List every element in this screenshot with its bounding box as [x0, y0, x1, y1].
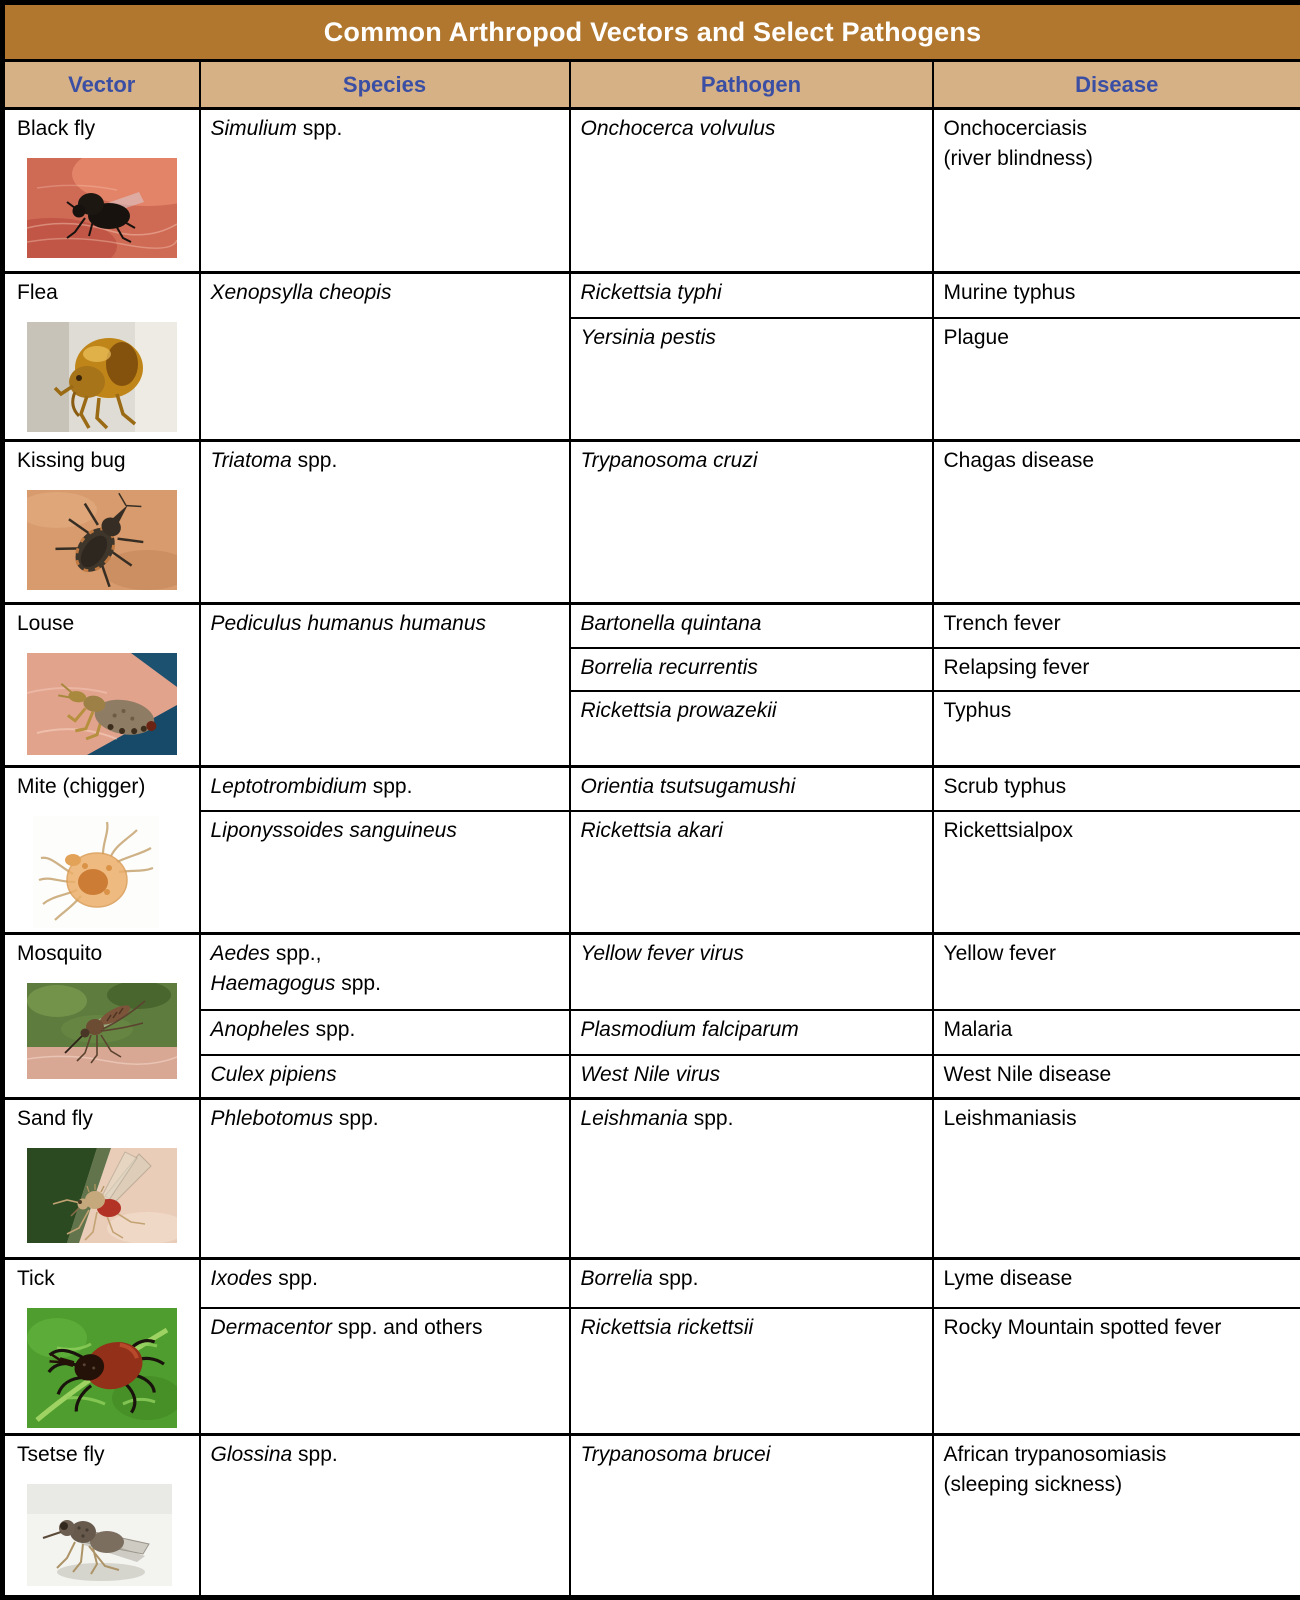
pathogen-name: Orientia tsutsugamushi [580, 774, 796, 798]
disease-name: West Nile disease [943, 1062, 1112, 1086]
pathogen-suffix: spp. [687, 1107, 734, 1131]
disease-cell [933, 766, 1300, 811]
species-cell [200, 766, 570, 811]
disease-cell [933, 1010, 1300, 1055]
vector-cell-louse [3, 603, 200, 766]
species-suffix: spp. [309, 1017, 356, 1041]
disease-name: Relapsing fever [943, 656, 1090, 680]
species-name: Liponyssoides sanguineus [210, 819, 457, 843]
vector-label: Flea [17, 281, 58, 305]
sand-fly-photo [27, 1148, 177, 1243]
species-genus: Phlebotomus [210, 1107, 334, 1131]
pathogen-name: Rickettsia prowazekii [580, 699, 777, 723]
species-name: Xenopsylla cheopis [210, 281, 392, 305]
disease-cell [933, 109, 1300, 273]
species-genus: Triatoma [210, 448, 292, 472]
pathogen-cell [570, 1434, 933, 1597]
disease-name: Typhus [943, 699, 1012, 723]
pathogen-cell [570, 603, 933, 648]
disease-cell [933, 1434, 1300, 1597]
disease-cell [933, 440, 1300, 603]
pathogen-name: Borrelia recurrentis [580, 656, 758, 680]
pathogen-cell [570, 691, 933, 766]
disease-cell [933, 934, 1300, 1010]
disease-name-line2: (sleeping sickness) [943, 1472, 1123, 1496]
black-fly-photo [27, 158, 177, 258]
pathogen-cell [570, 109, 933, 273]
disease-name: Scrub typhus [943, 774, 1067, 798]
disease-cell [933, 691, 1300, 766]
species-cell [200, 603, 570, 766]
vector-cell-kissing-bug [3, 440, 200, 603]
vector-label: Tsetse fly [17, 1442, 105, 1466]
col-header-disease: Disease [933, 61, 1300, 109]
species-cell [200, 1308, 570, 1434]
species-genus: Glossina [210, 1442, 293, 1466]
pathogen-cell [570, 1259, 933, 1308]
pathogen-name: West Nile virus [580, 1062, 721, 1086]
disease-cell [933, 1099, 1300, 1259]
species-cell [200, 1055, 570, 1099]
species-cell [200, 934, 570, 1010]
disease-name-line2: (river blindness) [943, 147, 1093, 171]
pathogen-cell [570, 648, 933, 691]
disease-cell [933, 1308, 1300, 1434]
disease-name: Rocky Mountain spotted fever [943, 1316, 1222, 1340]
vector-cell-black-fly [3, 109, 200, 273]
mosquito-photo [27, 983, 177, 1079]
species-cell [200, 1099, 570, 1259]
species-name: Culex pipiens [210, 1062, 337, 1086]
species-suffix: spp. [291, 448, 338, 472]
disease-name: Yellow fever [943, 942, 1056, 966]
species-suffix: spp. [272, 1267, 318, 1291]
disease-name: Onchocerciasis [943, 117, 1088, 141]
pathogen-name: Bartonella quintana [580, 611, 762, 635]
pathogen-name: Yersinia pestis [580, 325, 716, 349]
pathogen-name: Trypanosoma cruzi [580, 448, 758, 472]
pathogen-cell [570, 318, 933, 440]
pathogen-cell [570, 1099, 933, 1259]
col-header-species: Species [200, 61, 570, 109]
vector-label: Mite (chigger) [17, 774, 146, 798]
species-cell [200, 1010, 570, 1055]
species-genus: Leptotrombidium [210, 774, 367, 798]
vector-cell-sand-fly [3, 1099, 200, 1259]
louse-photo [27, 653, 177, 755]
pathogen-cell [570, 1010, 933, 1055]
disease-name: Trench fever [943, 611, 1061, 635]
disease-name: Rickettsialpox [943, 819, 1074, 843]
species-genus: Anopheles [210, 1017, 310, 1041]
species-cell [200, 440, 570, 603]
vector-cell-tick [3, 1259, 200, 1434]
vector-label: Mosquito [17, 942, 103, 966]
disease-cell [933, 1259, 1300, 1308]
species-cell [200, 109, 570, 273]
species-genus-2: Haemagogus [210, 972, 336, 996]
species-name: Pediculus humanus humanus [210, 611, 487, 635]
disease-cell [933, 273, 1300, 318]
pathogen-name: Trypanosoma brucei [580, 1442, 771, 1466]
disease-name: Chagas disease [943, 448, 1095, 472]
kissing-bug-photo [27, 490, 177, 590]
vector-label: Sand fly [17, 1107, 93, 1131]
pathogen-cell [570, 273, 933, 318]
pathogen-name: Rickettsia akari [580, 819, 723, 843]
species-cell [200, 1259, 570, 1308]
species-genus: Dermacentor [210, 1316, 332, 1340]
vector-cell-tsetse-fly [3, 1434, 200, 1597]
disease-cell [933, 1055, 1300, 1099]
disease-name: African trypanosomiasis [943, 1442, 1167, 1466]
species-cell [200, 273, 570, 440]
vector-label: Kissing bug [17, 448, 126, 472]
species-suffix: spp. [296, 117, 343, 141]
disease-cell [933, 603, 1300, 648]
species-suffix: spp. [333, 1107, 379, 1131]
pathogen-cell [570, 1055, 933, 1099]
disease-cell [933, 648, 1300, 691]
disease-name: Malaria [943, 1017, 1013, 1041]
vector-label: Black fly [17, 117, 96, 141]
species-suffix: spp. and others [331, 1316, 483, 1340]
species-genus: Aedes [210, 942, 271, 966]
disease-name: Murine typhus [943, 281, 1076, 305]
pathogen-name: Rickettsia rickettsii [580, 1316, 754, 1340]
vector-label: Louse [17, 611, 75, 635]
pathogen-name: Plasmodium falciparum [580, 1017, 799, 1041]
pathogen-name: Borrelia [580, 1267, 653, 1291]
table-title: Common Arthropod Vectors and Select Pathogens [3, 3, 1300, 61]
pathogen-name: Onchocerca volvulus [580, 117, 776, 141]
tsetse-fly-photo [27, 1484, 172, 1586]
tick-photo [27, 1308, 177, 1428]
species-suffix: spp. [292, 1442, 338, 1466]
vector-cell-mosquito [3, 934, 200, 1099]
species-cell [200, 811, 570, 933]
species-cell [200, 1434, 570, 1597]
disease-cell [933, 318, 1300, 440]
pathogen-cell [570, 440, 933, 603]
pathogen-cell [570, 934, 933, 1010]
pathogen-suffix: spp. [652, 1267, 699, 1291]
disease-name: Leishmaniasis [943, 1107, 1077, 1131]
flea-photo [27, 322, 177, 432]
col-header-vector: Vector [3, 61, 200, 109]
pathogen-name: Rickettsia typhi [580, 281, 722, 305]
species-genus: Ixodes [210, 1267, 273, 1291]
pathogen-name: Yellow fever virus [580, 942, 744, 966]
pathogen-cell [570, 1308, 933, 1434]
species-suffix-2: spp. [335, 972, 381, 996]
vector-label: Tick [17, 1267, 55, 1291]
species-genus: Simulium [210, 117, 297, 141]
species-suffix: spp., [270, 942, 322, 966]
disease-name: Plague [943, 325, 1009, 349]
disease-name: Lyme disease [943, 1267, 1073, 1291]
species-suffix: spp. [366, 774, 413, 798]
vector-cell-flea [3, 273, 200, 440]
disease-cell [933, 811, 1300, 933]
mite-photo [33, 816, 159, 928]
col-header-pathogen: Pathogen [570, 61, 933, 109]
vector-cell-mite [3, 766, 200, 933]
pathogen-cell [570, 766, 933, 811]
pathogen-cell [570, 811, 933, 933]
pathogen-name: Leishmania [580, 1107, 688, 1131]
